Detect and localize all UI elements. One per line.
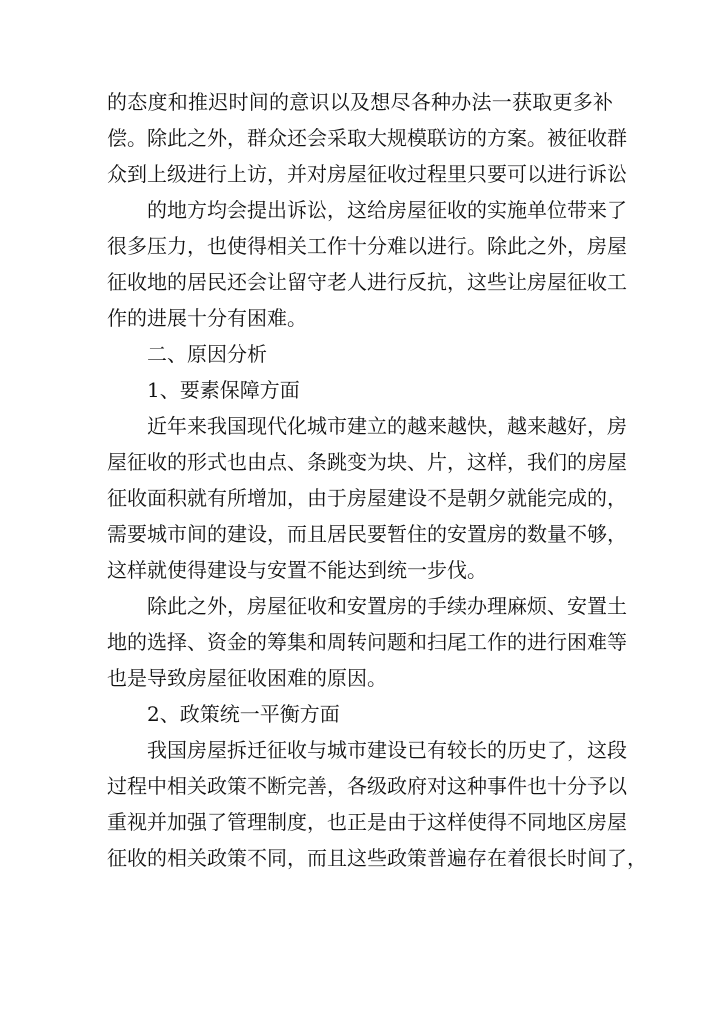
text-line: 过程中相关政策不断完善，各级政府对这种事件也十分予以	[107, 774, 627, 798]
text-line: 近年来我国现代化城市建立的越来越快，越来越好，房	[147, 414, 627, 438]
text-line: 需要城市间的建设，而且居民要暂住的安置房的数量不够，	[107, 522, 627, 546]
text-line: 也是导致房屋征收困难的原因。	[107, 666, 387, 690]
text-line: 的地方均会提出诉讼，这给房屋征收的实施单位带来了	[147, 198, 627, 222]
text-line: 作的进展十分有困难。	[107, 306, 307, 330]
text-line: 偿。除此之外，群众还会采取大规模联访的方案。被征收群	[107, 126, 627, 150]
text-line: 征收面积就有所增加，由于房屋建设不是朝夕就能完成的，	[107, 486, 627, 510]
text-line: 征收地的居民还会让留守老人进行反抗，这些让房屋征收工	[107, 270, 627, 294]
text-line: 重视并加强了管理制度，也正是由于这样使得不同地区房屋	[107, 810, 627, 834]
subsection-heading: 1、要素保障方面	[147, 378, 300, 402]
text-line: 地的选择、资金的筹集和周转问题和扫尾工作的进行困难等	[107, 630, 627, 654]
text-line: 我国房屋拆迁征收与城市建设已有较长的历史了，这段	[147, 738, 627, 762]
text-line: 很多压力，也使得相关工作十分难以进行。除此之外，房屋	[107, 234, 627, 258]
text-line: 这样就使得建设与安置不能达到统一步伐。	[107, 558, 487, 582]
text-line: 屋征收的形式也由点、条跳变为块、片，这样，我们的房屋	[107, 450, 627, 474]
section-heading: 二、原因分析	[147, 342, 267, 366]
text-line: 的态度和推迟时间的意识以及想尽各种办法一获取更多补	[107, 90, 613, 114]
text-line: 征收的相关政策不同，而且这些政策普遍存在着很长时间了，	[107, 846, 647, 870]
text-line: 除此之外，房屋征收和安置房的手续办理麻烦、安置土	[147, 594, 627, 618]
subsection-heading: 2、政策统一平衡方面	[147, 702, 340, 726]
text-line: 众到上级进行上访，并对房屋征收过程里只要可以进行诉讼	[107, 162, 627, 186]
